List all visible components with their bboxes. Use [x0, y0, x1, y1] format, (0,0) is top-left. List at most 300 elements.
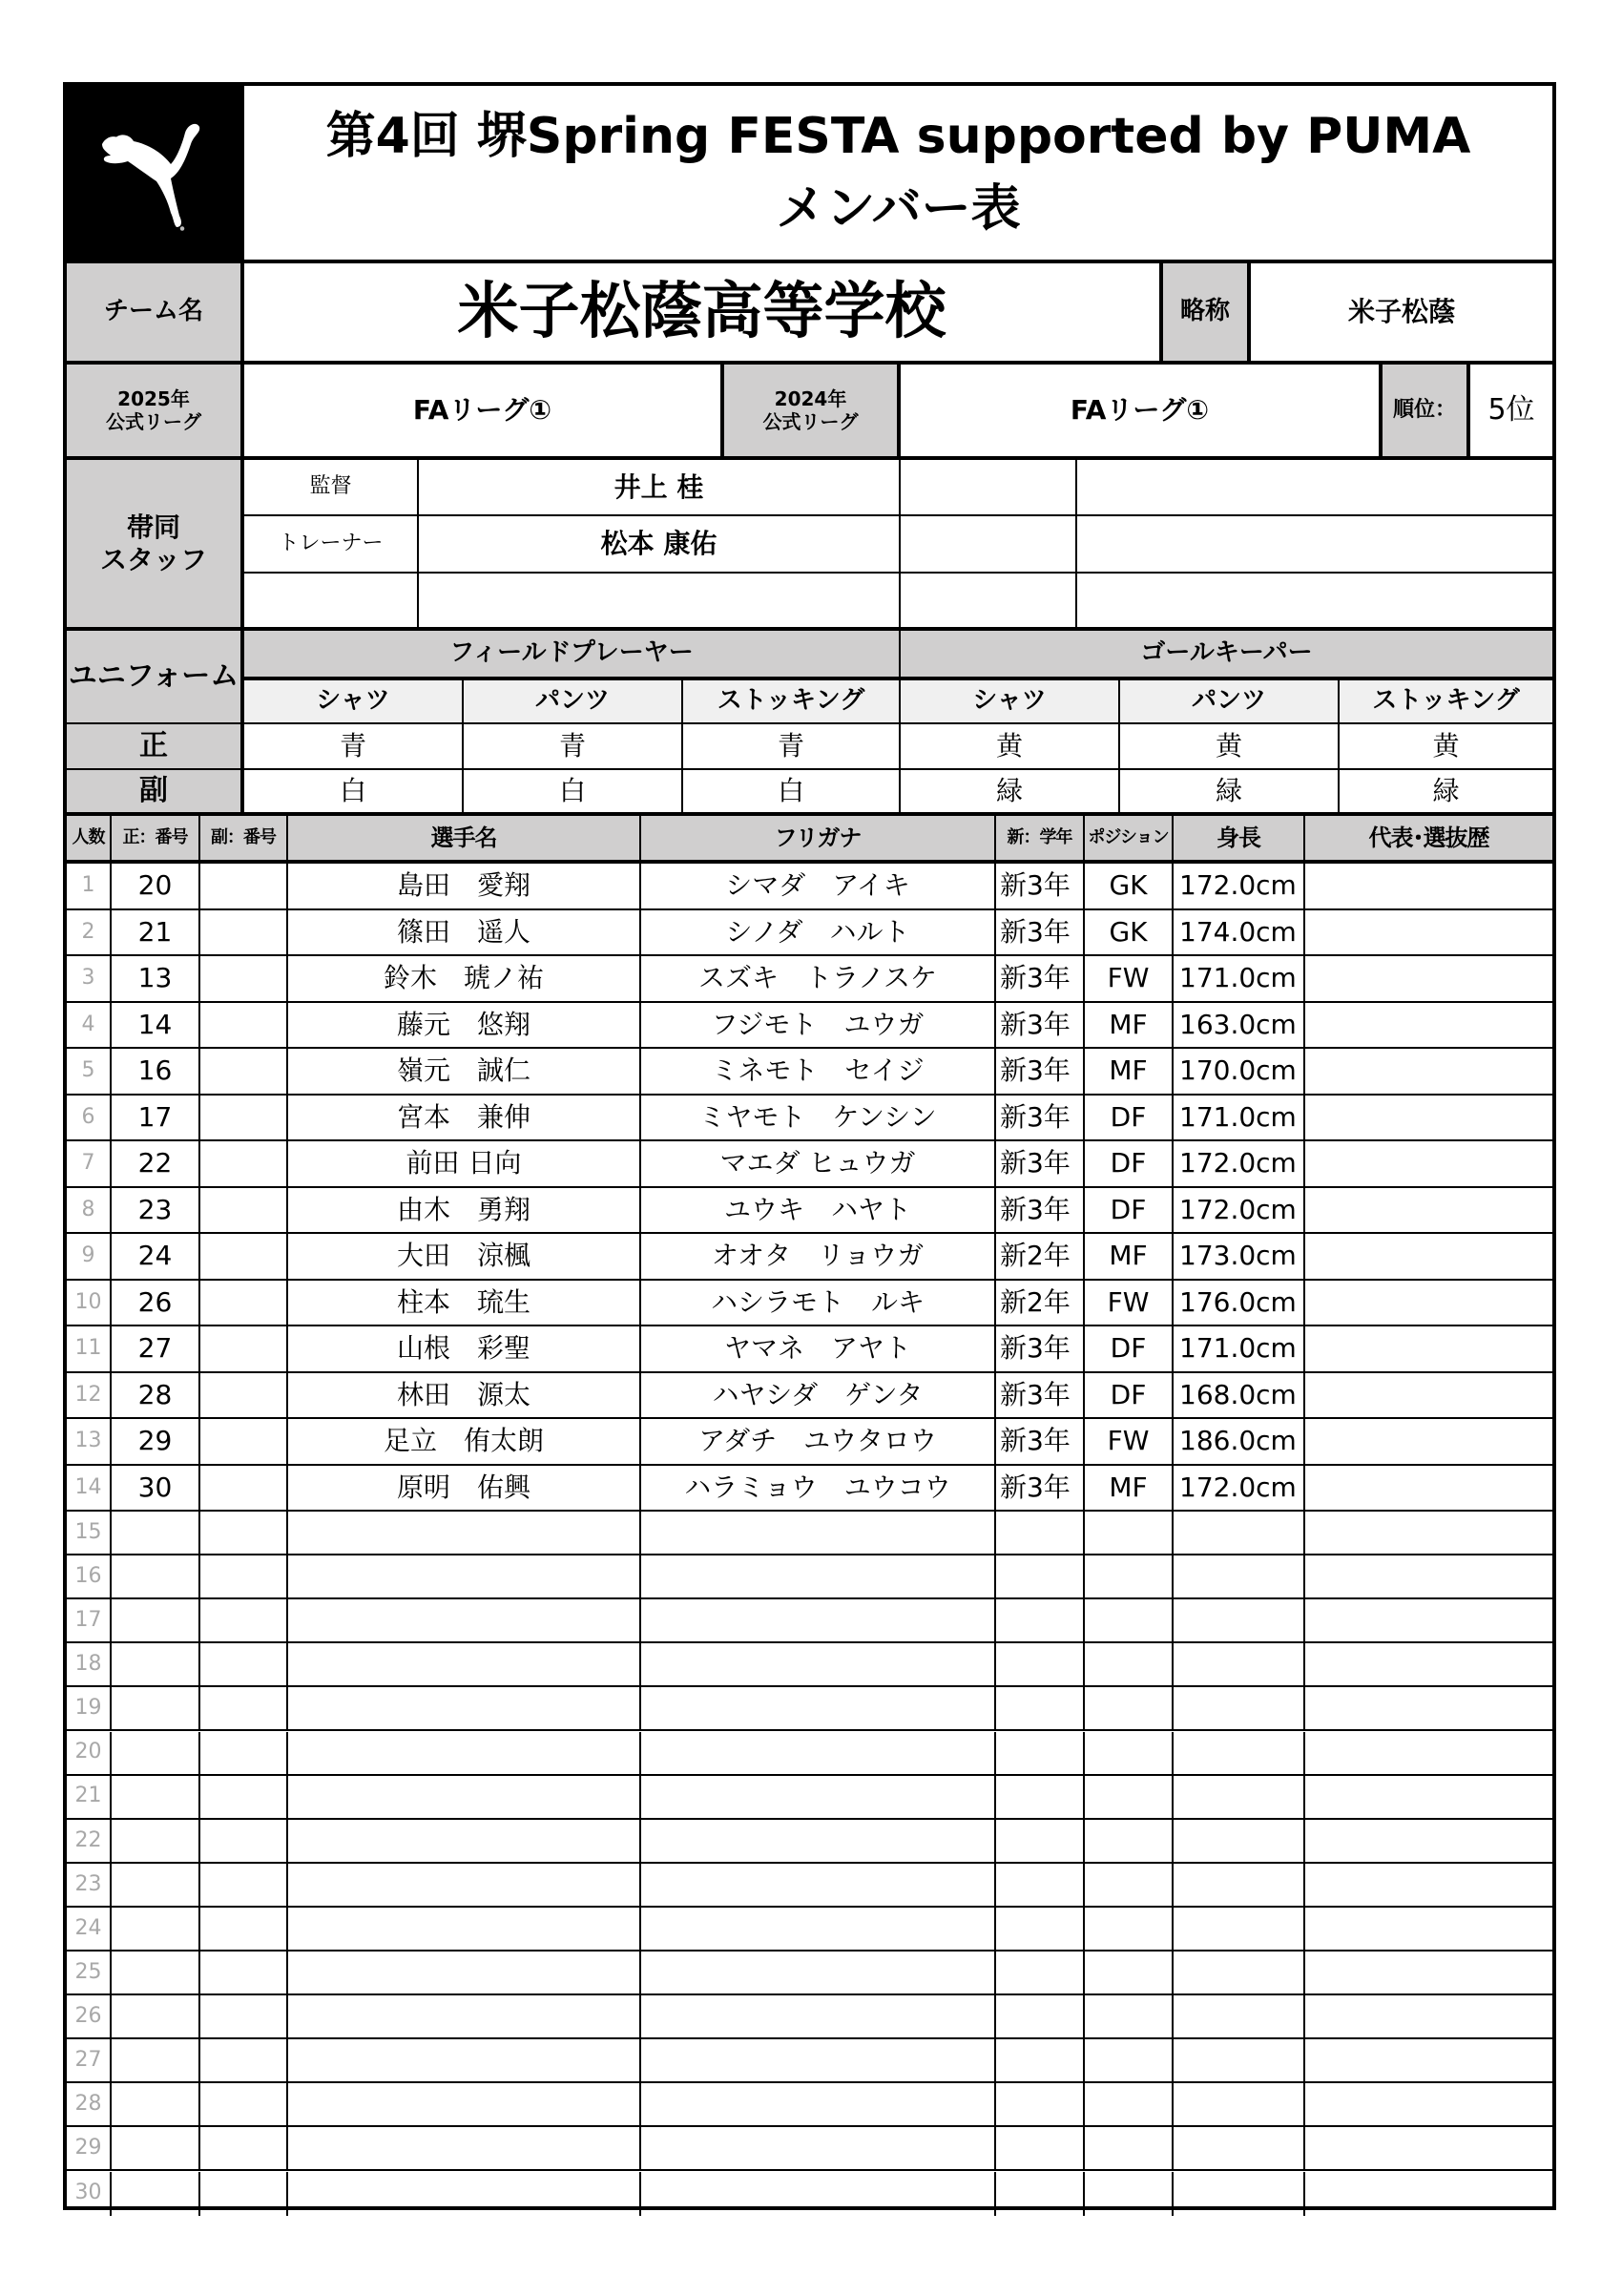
player-furigana[interactable]: [641, 1952, 996, 1995]
player-name[interactable]: [288, 2127, 641, 2171]
secondary-number[interactable]: [200, 1732, 288, 1776]
representative-history[interactable]: [1305, 1555, 1552, 1599]
height[interactable]: 186.0cm: [1174, 1419, 1305, 1466]
representative-history[interactable]: [1305, 1281, 1552, 1327]
primary-number[interactable]: 26: [112, 1281, 200, 1327]
primary-number[interactable]: [112, 2083, 200, 2127]
representative-history[interactable]: [1305, 1908, 1552, 1952]
grade[interactable]: [996, 2083, 1085, 2127]
row-index: 25: [67, 1952, 112, 1995]
primary-number[interactable]: [112, 1908, 200, 1952]
secondary-number[interactable]: [200, 1141, 288, 1188]
player-furigana[interactable]: [641, 1687, 996, 1731]
secondary-number[interactable]: [200, 2083, 288, 2127]
secondary-number[interactable]: [200, 1864, 288, 1908]
representative-history[interactable]: [1305, 1952, 1552, 1995]
player-furigana[interactable]: マエダ ヒュウガ: [641, 1141, 996, 1188]
height[interactable]: 170.0cm: [1174, 1049, 1305, 1096]
representative-history[interactable]: [1305, 1995, 1552, 2039]
uniform-column-header: ストッキング: [683, 680, 901, 724]
position[interactable]: [1085, 2172, 1174, 2216]
uniform-secondary-color[interactable]: 緑: [1340, 770, 1552, 816]
position[interactable]: GK: [1085, 864, 1174, 910]
primary-number[interactable]: 30: [112, 1466, 200, 1513]
representative-history[interactable]: [1305, 1373, 1552, 1420]
secondary-number[interactable]: [200, 1555, 288, 1599]
representative-history[interactable]: [1305, 1599, 1552, 1643]
grade[interactable]: 新3年: [996, 1466, 1085, 1513]
grade[interactable]: 新3年: [996, 1188, 1085, 1235]
player-furigana[interactable]: ハラミョウ ユウコウ: [641, 1466, 996, 1513]
staff-extra-role[interactable]: [901, 574, 1077, 631]
player-furigana[interactable]: [641, 1555, 996, 1599]
representative-history[interactable]: [1305, 1776, 1552, 1820]
grade[interactable]: 新2年: [996, 1234, 1085, 1281]
position[interactable]: [1085, 1864, 1174, 1908]
primary-number[interactable]: [112, 2127, 200, 2171]
height[interactable]: [1174, 2127, 1305, 2171]
grade[interactable]: [996, 1599, 1085, 1643]
height[interactable]: [1174, 1512, 1305, 1555]
representative-history[interactable]: [1305, 2083, 1552, 2127]
position[interactable]: [1085, 1908, 1174, 1952]
uniform-primary-color[interactable]: 青: [683, 724, 901, 770]
player-furigana[interactable]: [641, 1995, 996, 2039]
player-name[interactable]: 前田 日向: [288, 1141, 641, 1188]
secondary-number[interactable]: [200, 1419, 288, 1466]
grade[interactable]: [996, 1512, 1085, 1555]
uniform-primary-color[interactable]: 黄: [1340, 724, 1552, 770]
player-name[interactable]: 由木 勇翔: [288, 1188, 641, 1235]
row-index: 21: [67, 1776, 112, 1820]
position[interactable]: [1085, 1776, 1174, 1820]
secondary-number[interactable]: [200, 1096, 288, 1142]
secondary-number[interactable]: [200, 1908, 288, 1952]
player-name[interactable]: [288, 2172, 641, 2216]
player-name[interactable]: 足立 侑太朗: [288, 1419, 641, 1466]
league-2025-label: [67, 365, 244, 460]
grade[interactable]: [996, 1820, 1085, 1864]
representative-history[interactable]: [1305, 1512, 1552, 1555]
secondary-number[interactable]: [200, 1512, 288, 1555]
player-name[interactable]: 山根 彩聖: [288, 1326, 641, 1373]
position[interactable]: [1085, 1643, 1174, 1687]
representative-history[interactable]: [1305, 1234, 1552, 1281]
row-index: 1: [67, 864, 112, 910]
position[interactable]: DF: [1085, 1188, 1174, 1235]
staff-extra-name[interactable]: [1077, 574, 1552, 631]
secondary-number[interactable]: [200, 1188, 288, 1235]
primary-number[interactable]: [112, 1643, 200, 1687]
position[interactable]: DF: [1085, 1141, 1174, 1188]
grade[interactable]: 新3年: [996, 864, 1085, 910]
position[interactable]: [1085, 1732, 1174, 1776]
staff-extra-name[interactable]: [1077, 516, 1552, 574]
representative-history[interactable]: [1305, 1419, 1552, 1466]
player-furigana[interactable]: [641, 1908, 996, 1952]
position[interactable]: FW: [1085, 956, 1174, 1003]
representative-history[interactable]: [1305, 864, 1552, 910]
player-furigana[interactable]: ヤマネ アヤト: [641, 1326, 996, 1373]
staff-name[interactable]: 松本 康佑: [419, 516, 901, 574]
player-name[interactable]: [288, 1555, 641, 1599]
primary-number[interactable]: [112, 1995, 200, 2039]
league-2024-label: [724, 365, 901, 460]
row-index: 28: [67, 2083, 112, 2127]
grade[interactable]: 新3年: [996, 910, 1085, 957]
grade[interactable]: 新3年: [996, 1326, 1085, 1373]
position[interactable]: [1085, 1599, 1174, 1643]
position[interactable]: MF: [1085, 1234, 1174, 1281]
player-name[interactable]: 柱本 琉生: [288, 1281, 641, 1327]
player-name[interactable]: 島田 愛翔: [288, 864, 641, 910]
league-2025-value: FAリーグ①: [244, 365, 724, 460]
primary-number[interactable]: 23: [112, 1188, 200, 1235]
player-furigana[interactable]: シノダ ハルト: [641, 910, 996, 957]
position[interactable]: [1085, 1512, 1174, 1555]
player-name[interactable]: [288, 1952, 641, 1995]
secondary-number[interactable]: [200, 1281, 288, 1327]
player-furigana[interactable]: フジモト ユウガ: [641, 1003, 996, 1050]
position[interactable]: [1085, 1555, 1174, 1599]
grade[interactable]: [996, 2127, 1085, 2171]
height[interactable]: 171.0cm: [1174, 1326, 1305, 1373]
row-index: 20: [67, 1732, 112, 1776]
column-header-player-name: 選手名: [288, 816, 641, 864]
staff-extra-name[interactable]: [1077, 460, 1552, 516]
grade[interactable]: [996, 2039, 1085, 2083]
position[interactable]: GK: [1085, 910, 1174, 957]
secondary-number[interactable]: [200, 910, 288, 957]
staff-name[interactable]: 井上 桂: [419, 460, 901, 516]
player-furigana[interactable]: ユウキ ハヤト: [641, 1188, 996, 1235]
height[interactable]: 172.0cm: [1174, 1188, 1305, 1235]
representative-history[interactable]: [1305, 1003, 1552, 1050]
player-furigana[interactable]: [641, 1864, 996, 1908]
representative-history[interactable]: [1305, 956, 1552, 1003]
player-name[interactable]: [288, 1687, 641, 1731]
representative-history[interactable]: [1305, 1141, 1552, 1188]
player-name[interactable]: [288, 1599, 641, 1643]
height[interactable]: [1174, 1995, 1305, 2039]
row-index: 7: [67, 1141, 112, 1188]
staff-extra-role[interactable]: [901, 516, 1077, 574]
primary-number[interactable]: 27: [112, 1326, 200, 1373]
staff-extra-role[interactable]: [901, 460, 1077, 516]
column-header-grade: 新：学年: [996, 816, 1085, 864]
representative-history[interactable]: [1305, 1732, 1552, 1776]
player-name[interactable]: [288, 1908, 641, 1952]
uniform-column-header: シャツ: [901, 680, 1120, 724]
uniform-secondary-color[interactable]: 白: [244, 770, 464, 816]
player-furigana[interactable]: [641, 2172, 996, 2216]
player-furigana[interactable]: ミヤモト ケンシン: [641, 1096, 996, 1142]
player-furigana[interactable]: アダチ ユウタロウ: [641, 1419, 996, 1466]
row-index: 16: [67, 1555, 112, 1599]
grade[interactable]: 新3年: [996, 1141, 1085, 1188]
grade[interactable]: [996, 1995, 1085, 2039]
representative-history[interactable]: [1305, 1687, 1552, 1731]
secondary-number[interactable]: [200, 1326, 288, 1373]
row-index: 15: [67, 1512, 112, 1555]
height[interactable]: [1174, 2039, 1305, 2083]
representative-history[interactable]: [1305, 1049, 1552, 1096]
grade[interactable]: [996, 1687, 1085, 1731]
height[interactable]: [1174, 1908, 1305, 1952]
representative-history[interactable]: [1305, 2039, 1552, 2083]
row-index: 6: [67, 1096, 112, 1142]
player-furigana[interactable]: オオタ リョウガ: [641, 1234, 996, 1281]
column-header-height: 身長: [1174, 816, 1305, 864]
secondary-number[interactable]: [200, 1687, 288, 1731]
player-name[interactable]: 嶺元 誠仁: [288, 1049, 641, 1096]
grade[interactable]: [996, 1643, 1085, 1687]
row-index: 5: [67, 1049, 112, 1096]
position[interactable]: FW: [1085, 1281, 1174, 1327]
secondary-number[interactable]: [200, 1995, 288, 2039]
secondary-number[interactable]: [200, 2127, 288, 2171]
representative-history[interactable]: [1305, 1864, 1552, 1908]
primary-number[interactable]: [112, 1864, 200, 1908]
page-title: 第4回 堺Spring FESTA supported by PUMA: [325, 107, 1471, 165]
player-name[interactable]: 篠田 遥人: [288, 910, 641, 957]
member-sheet: [63, 82, 1556, 2210]
page-subtitle: メンバー表: [776, 180, 1021, 238]
secondary-number[interactable]: [200, 1003, 288, 1050]
player-name[interactable]: [288, 1995, 641, 2039]
player-name[interactable]: 藤元 悠翔: [288, 1003, 641, 1050]
height[interactable]: [1174, 1643, 1305, 1687]
uniform-secondary-color[interactable]: 緑: [1120, 770, 1340, 816]
height[interactable]: 172.0cm: [1174, 1466, 1305, 1513]
uniform-secondary-color[interactable]: 白: [683, 770, 901, 816]
grade[interactable]: 新3年: [996, 1096, 1085, 1142]
primary-number[interactable]: [112, 2039, 200, 2083]
primary-number[interactable]: 16: [112, 1049, 200, 1096]
secondary-number[interactable]: [200, 1373, 288, 1420]
uniform-secondary-color[interactable]: 白: [464, 770, 683, 816]
player-furigana[interactable]: [641, 1643, 996, 1687]
row-index: 29: [67, 2127, 112, 2171]
height[interactable]: 171.0cm: [1174, 956, 1305, 1003]
player-furigana[interactable]: [641, 1776, 996, 1820]
primary-number[interactable]: 17: [112, 1096, 200, 1142]
grade[interactable]: 新3年: [996, 1419, 1085, 1466]
grade[interactable]: 新3年: [996, 1003, 1085, 1050]
rank-value: 5位: [1470, 365, 1552, 460]
player-furigana[interactable]: ハヤシダ ゲンタ: [641, 1373, 996, 1420]
height[interactable]: [1174, 2083, 1305, 2127]
grade[interactable]: [996, 1952, 1085, 1995]
secondary-number[interactable]: [200, 1952, 288, 1995]
column-header-representative-history: 代表･選抜歴: [1305, 816, 1552, 864]
uniform-primary-color[interactable]: 青: [464, 724, 683, 770]
player-name[interactable]: [288, 1732, 641, 1776]
player-furigana[interactable]: [641, 1512, 996, 1555]
primary-number[interactable]: 14: [112, 1003, 200, 1050]
grade[interactable]: [996, 1864, 1085, 1908]
uniform-secondary-label: 副: [67, 770, 244, 816]
height[interactable]: [1174, 2172, 1305, 2216]
secondary-number[interactable]: [200, 1776, 288, 1820]
primary-number[interactable]: 24: [112, 1234, 200, 1281]
secondary-number[interactable]: [200, 864, 288, 910]
representative-history[interactable]: [1305, 2127, 1552, 2171]
position[interactable]: [1085, 1820, 1174, 1864]
secondary-number[interactable]: [200, 1599, 288, 1643]
title-cell: [244, 86, 1552, 263]
primary-number[interactable]: 22: [112, 1141, 200, 1188]
player-name[interactable]: [288, 2083, 641, 2127]
staff-name[interactable]: [419, 574, 901, 631]
primary-number[interactable]: [112, 1599, 200, 1643]
field-player-header: フィールドプレーヤー: [244, 631, 901, 680]
player-name[interactable]: [288, 1820, 641, 1864]
staff-role: [244, 574, 419, 631]
player-furigana[interactable]: [641, 2127, 996, 2171]
player-furigana[interactable]: ミネモト セイジ: [641, 1049, 996, 1096]
grade[interactable]: 新2年: [996, 1281, 1085, 1327]
player-name[interactable]: 鈴木 琥ノ祐: [288, 956, 641, 1003]
player-name[interactable]: 宮本 兼伸: [288, 1096, 641, 1142]
grade[interactable]: [996, 1732, 1085, 1776]
primary-number[interactable]: [112, 1687, 200, 1731]
grade[interactable]: 新3年: [996, 1049, 1085, 1096]
height[interactable]: 174.0cm: [1174, 910, 1305, 957]
player-furigana[interactable]: [641, 1732, 996, 1776]
representative-history[interactable]: [1305, 1466, 1552, 1513]
primary-number[interactable]: [112, 1952, 200, 1995]
position[interactable]: [1085, 1687, 1174, 1731]
representative-history[interactable]: [1305, 1096, 1552, 1142]
secondary-number[interactable]: [200, 956, 288, 1003]
secondary-number[interactable]: [200, 2039, 288, 2083]
position[interactable]: MF: [1085, 1466, 1174, 1513]
primary-number[interactable]: 29: [112, 1419, 200, 1466]
height[interactable]: [1174, 1776, 1305, 1820]
primary-number[interactable]: 28: [112, 1373, 200, 1420]
height[interactable]: [1174, 1864, 1305, 1908]
grade[interactable]: [996, 1908, 1085, 1952]
position[interactable]: FW: [1085, 1419, 1174, 1466]
uniform-primary-color[interactable]: 黄: [901, 724, 1120, 770]
height[interactable]: 173.0cm: [1174, 1234, 1305, 1281]
primary-number[interactable]: [112, 1776, 200, 1820]
height[interactable]: [1174, 1687, 1305, 1731]
position[interactable]: DF: [1085, 1096, 1174, 1142]
position[interactable]: DF: [1085, 1326, 1174, 1373]
height[interactable]: 176.0cm: [1174, 1281, 1305, 1327]
grade[interactable]: [996, 2172, 1085, 2216]
height[interactable]: [1174, 1732, 1305, 1776]
primary-number[interactable]: 13: [112, 956, 200, 1003]
secondary-number[interactable]: [200, 1049, 288, 1096]
position[interactable]: [1085, 1995, 1174, 2039]
position[interactable]: DF: [1085, 1373, 1174, 1420]
height[interactable]: 171.0cm: [1174, 1096, 1305, 1142]
primary-number[interactable]: 21: [112, 910, 200, 957]
representative-history[interactable]: [1305, 1643, 1552, 1687]
grade[interactable]: 新3年: [996, 956, 1085, 1003]
player-furigana[interactable]: [641, 2039, 996, 2083]
player-name[interactable]: [288, 1776, 641, 1820]
player-name[interactable]: [288, 1864, 641, 1908]
secondary-number[interactable]: [200, 1643, 288, 1687]
row-index: 27: [67, 2039, 112, 2083]
height[interactable]: [1174, 1952, 1305, 1995]
player-furigana[interactable]: シマダ アイキ: [641, 864, 996, 910]
primary-number[interactable]: [112, 1820, 200, 1864]
goalkeeper-header: ゴールキーパー: [901, 631, 1552, 680]
height[interactable]: 172.0cm: [1174, 864, 1305, 910]
primary-number[interactable]: [112, 1555, 200, 1599]
player-name[interactable]: 原明 佑興: [288, 1466, 641, 1513]
player-furigana[interactable]: [641, 1599, 996, 1643]
player-name[interactable]: [288, 1643, 641, 1687]
player-name[interactable]: [288, 2039, 641, 2083]
height[interactable]: [1174, 1599, 1305, 1643]
row-index: 14: [67, 1466, 112, 1513]
player-furigana[interactable]: スズキ トラノスケ: [641, 956, 996, 1003]
height[interactable]: [1174, 1555, 1305, 1599]
league-2024-year: 2024年: [774, 387, 847, 410]
position[interactable]: [1085, 1952, 1174, 1995]
row-index: 22: [67, 1820, 112, 1864]
position[interactable]: [1085, 2127, 1174, 2171]
height[interactable]: [1174, 1820, 1305, 1864]
player-name[interactable]: [288, 1512, 641, 1555]
position[interactable]: MF: [1085, 1003, 1174, 1050]
player-name[interactable]: 林田 源太: [288, 1373, 641, 1420]
staff-label-line2: スタッフ: [99, 543, 207, 575]
uniform-primary-color[interactable]: 青: [244, 724, 464, 770]
column-header-secondary-number: 副：番号: [200, 816, 288, 864]
secondary-number[interactable]: [200, 1234, 288, 1281]
representative-history[interactable]: [1305, 1820, 1552, 1864]
primary-number[interactable]: [112, 1732, 200, 1776]
representative-history[interactable]: [1305, 1188, 1552, 1235]
representative-history[interactable]: [1305, 1326, 1552, 1373]
player-furigana[interactable]: ハシラモト ルキ: [641, 1281, 996, 1327]
height[interactable]: 168.0cm: [1174, 1373, 1305, 1420]
staff-role: 監督: [244, 460, 419, 516]
primary-number[interactable]: [112, 2172, 200, 2216]
representative-history[interactable]: [1305, 910, 1552, 957]
player-furigana[interactable]: [641, 2083, 996, 2127]
player-name[interactable]: 大田 涼楓: [288, 1234, 641, 1281]
grade[interactable]: [996, 1555, 1085, 1599]
player-furigana[interactable]: [641, 1820, 996, 1864]
primary-number[interactable]: 20: [112, 864, 200, 910]
representative-history[interactable]: [1305, 2172, 1552, 2216]
uniform-secondary-color[interactable]: 緑: [901, 770, 1120, 816]
secondary-number[interactable]: [200, 2172, 288, 2216]
height[interactable]: 172.0cm: [1174, 1141, 1305, 1188]
secondary-number[interactable]: [200, 1820, 288, 1864]
position[interactable]: [1085, 2083, 1174, 2127]
uniform-column-header: パンツ: [1120, 680, 1340, 724]
primary-number[interactable]: [112, 1512, 200, 1555]
uniform-primary-color[interactable]: 黄: [1120, 724, 1340, 770]
grade[interactable]: [996, 1776, 1085, 1820]
position[interactable]: [1085, 2039, 1174, 2083]
row-index: 10: [67, 1281, 112, 1327]
position[interactable]: MF: [1085, 1049, 1174, 1096]
row-index: 11: [67, 1326, 112, 1373]
height[interactable]: 163.0cm: [1174, 1003, 1305, 1050]
secondary-number[interactable]: [200, 1466, 288, 1513]
grade[interactable]: 新3年: [996, 1373, 1085, 1420]
